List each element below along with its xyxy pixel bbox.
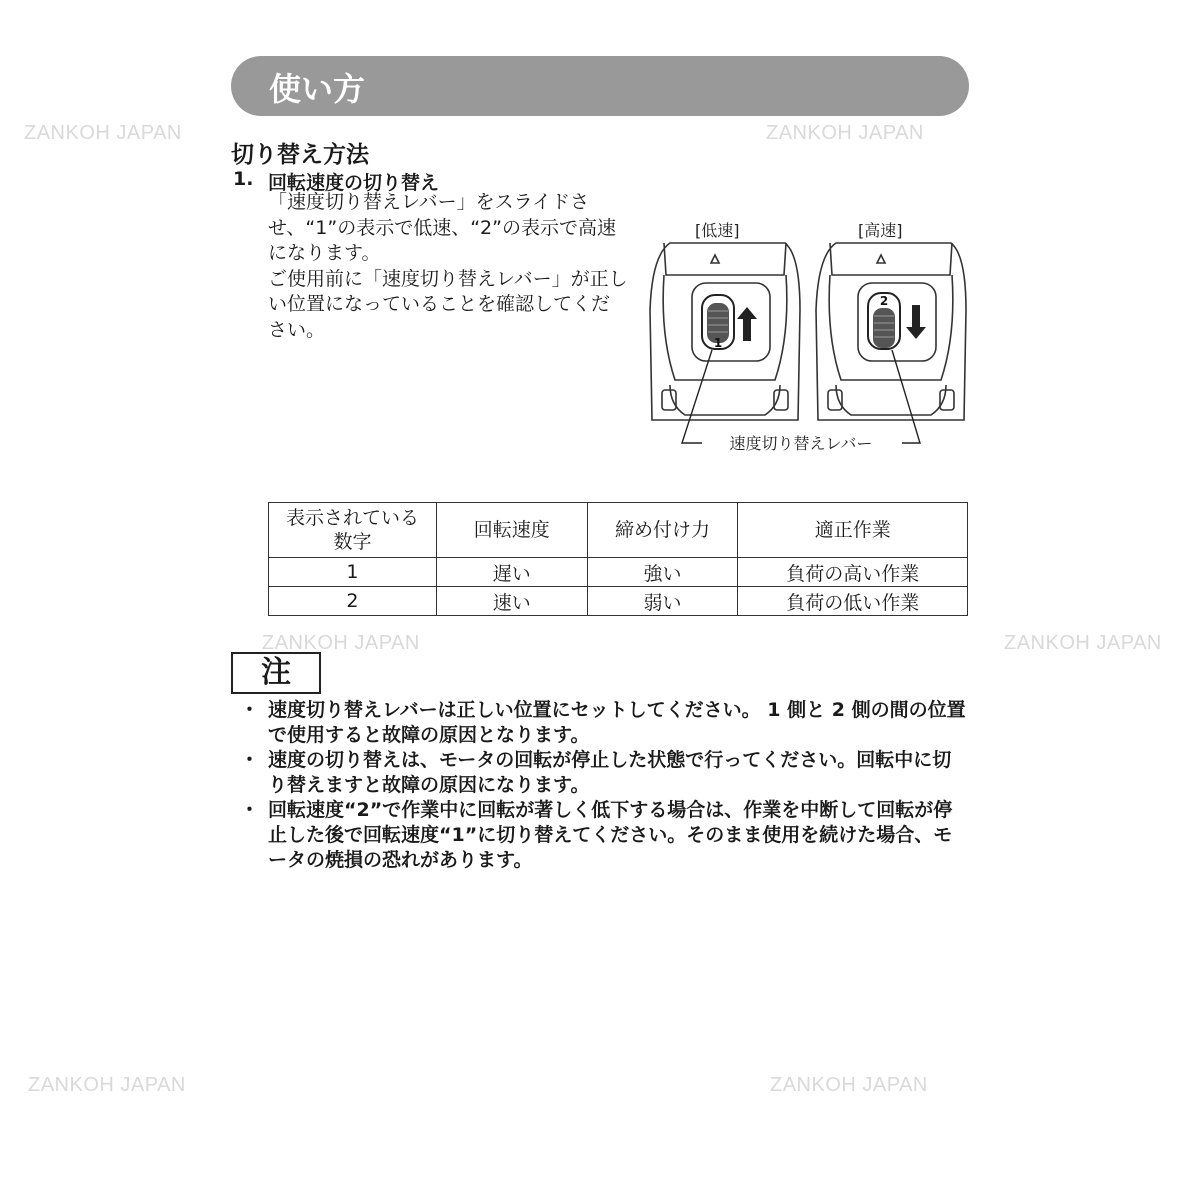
step-paragraph: 「速度切り替えレバー」をスライドさせ、“1”の表示で低速、“2”の表示で高速になります。 bbox=[268, 191, 616, 264]
section-header bbox=[231, 56, 969, 116]
bullet: ・ bbox=[240, 799, 260, 821]
table-cell: 2 bbox=[269, 587, 437, 616]
note-list bbox=[240, 698, 970, 873]
arrow-down-icon bbox=[906, 305, 926, 339]
watermark: ZANKOH JAPAN bbox=[1004, 632, 1162, 654]
table-header: 適正作業 bbox=[738, 503, 968, 558]
bullet: ・ bbox=[240, 699, 260, 721]
note-label: 注 bbox=[231, 652, 321, 694]
watermark: ZANKOH JAPAN bbox=[28, 1074, 186, 1096]
table-cell: 弱い bbox=[587, 587, 738, 616]
low-speed-label: [低速] bbox=[695, 221, 740, 240]
table-cell: 強い bbox=[587, 558, 738, 587]
step-title: 回転速度の切り替え bbox=[268, 172, 440, 194]
table-row bbox=[269, 587, 968, 616]
arrow-up-icon bbox=[737, 307, 757, 341]
table-cell: 負荷の高い作業 bbox=[738, 558, 968, 587]
step-paragraph: ご使用前に「速度切り替えレバー」が正しい位置になっていることを確認してください。 bbox=[268, 267, 628, 341]
table-header: 回転速度 bbox=[436, 503, 587, 558]
watermark: ZANKOH JAPAN bbox=[24, 122, 182, 144]
note-text: 速度切り替えレバーは正しい位置にセットしてください。 1 側と 2 側の間の位置で使用すると故障の原因となります。 bbox=[268, 699, 966, 746]
step-body bbox=[268, 190, 628, 343]
table-cell: 負荷の低い作業 bbox=[738, 587, 968, 616]
table-cell: 1 bbox=[269, 558, 437, 587]
table-header: 締め付け力 bbox=[587, 503, 738, 558]
note-item bbox=[240, 698, 970, 748]
high-speed-label: [高速] bbox=[858, 221, 903, 240]
step-number: 1. bbox=[233, 168, 254, 190]
lever-digit-low: 1 bbox=[713, 336, 723, 350]
table-cell: 速い bbox=[436, 587, 587, 616]
watermark: ZANKOH JAPAN bbox=[262, 632, 420, 654]
table-cell: 遅い bbox=[436, 558, 587, 587]
watermark: ZANKOH JAPAN bbox=[770, 1074, 928, 1096]
speed-spec-table bbox=[268, 502, 968, 616]
lever-callout-label: 速度切り替えレバー bbox=[729, 434, 873, 453]
leader-line-left bbox=[682, 350, 712, 443]
lever-digit-high: 2 bbox=[879, 294, 889, 308]
page-title: 使い方 bbox=[269, 70, 366, 108]
note-item bbox=[240, 748, 970, 798]
note-text: 速度の切り替えは、モータの回転が停止した状態で行ってください。回転中に切り替えますと故障の原因になります。 bbox=[268, 749, 952, 796]
table-header-row bbox=[269, 503, 968, 558]
section-title: 切り替え方法 bbox=[231, 142, 369, 168]
note-item bbox=[240, 798, 970, 873]
table-row bbox=[269, 558, 968, 587]
note-text: 回転速度“2”で作業中に回転が著しく低下する場合は、作業を中断して回転が停止した後で回転速度“1”に切り替えてください。そのまま使用を続けた場合、モータの焼損の恐れがあります。 bbox=[268, 799, 953, 871]
bullet: ・ bbox=[240, 749, 260, 771]
speed-lever-figure bbox=[640, 215, 970, 460]
table-header: 表示されている数字 bbox=[269, 503, 437, 558]
leader-line-right bbox=[892, 350, 920, 443]
watermark: ZANKOH JAPAN bbox=[766, 122, 924, 144]
